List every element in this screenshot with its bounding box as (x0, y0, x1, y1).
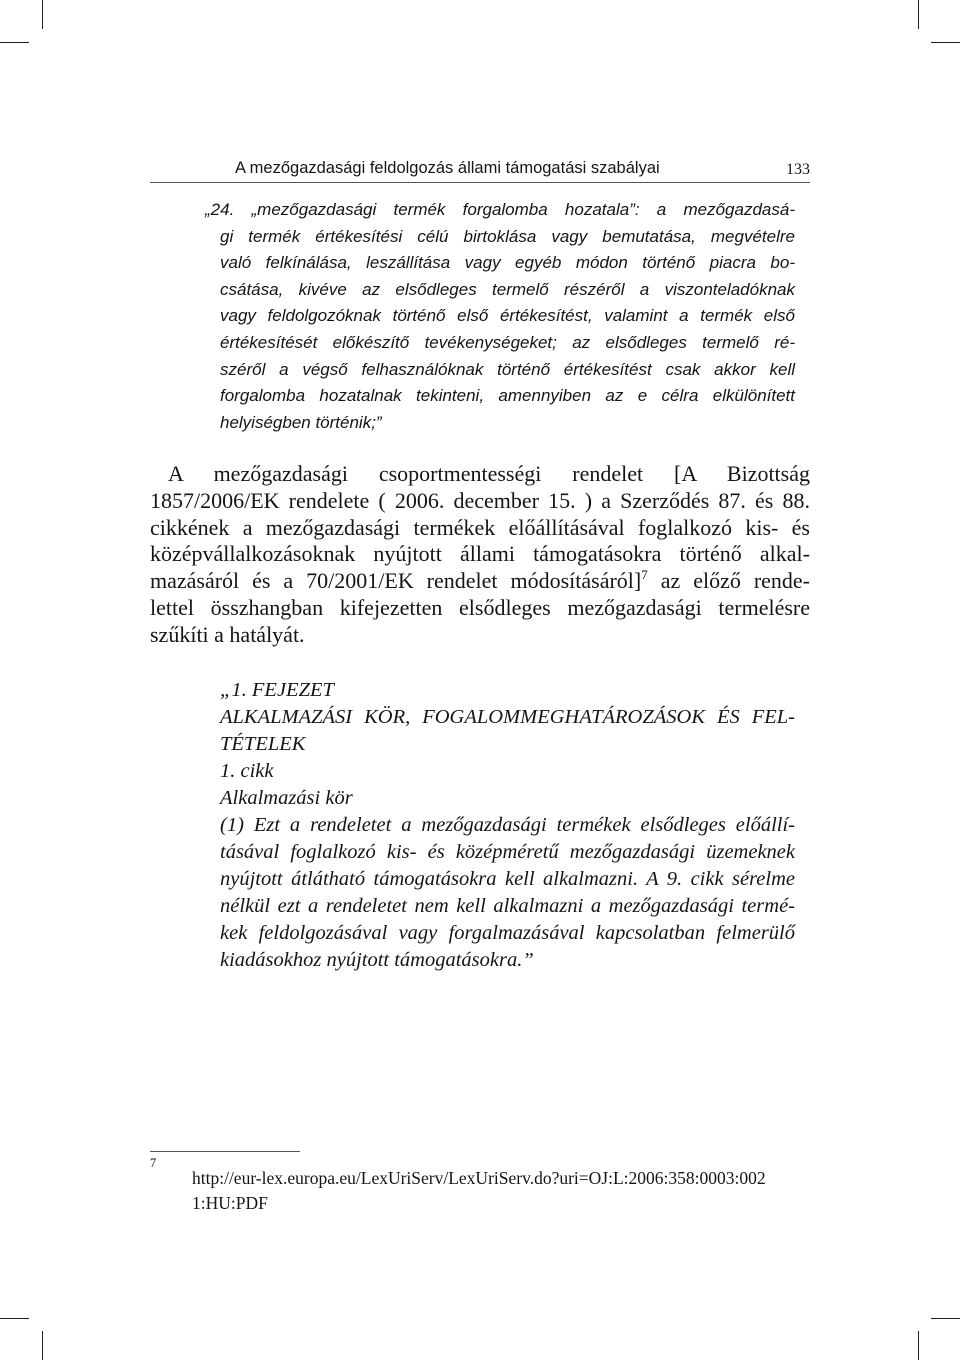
crop-mark-top-right-horizontal (931, 42, 960, 43)
crop-mark-bottom-left-horizontal (0, 1318, 29, 1319)
article-text-line: kiadásokhoz nyújtott támogatásokra.” (220, 949, 534, 971)
paragraph-line-text: mazásáról és a 70/2001/EK rendelet módosításáról] (150, 568, 642, 594)
quote-line: gi termék értékesítési célú birtoklása vagy bemutatása, megvételre (220, 226, 795, 246)
paragraph-line: szűkíti a hatályát. (150, 621, 305, 647)
quote-line: széről a végső felhasználóknak történő értékesítést csak akkor kell (220, 359, 795, 379)
quote-line: forgalomba hozatalnak tekinteni, amennyiben az e célra elkülönített (220, 386, 795, 406)
footnote-line: http://eur-lex.europa.eu/LexUriServ/LexUriServ.do?uri=OJ:L:2006:358:0003:002 (192, 1167, 766, 1188)
header-rule (150, 182, 810, 183)
article-number: 1. cikk (220, 760, 274, 782)
chapter-title-line: TÉTELEK (220, 733, 306, 755)
paragraph-line: A mezőgazdasági csoportmentességi rendelet [A Bizottság (168, 461, 810, 486)
body-paragraph (150, 461, 810, 649)
paragraph-line: cikkének a mezőgazdasági termékek előállításával foglalkozó kis- és (150, 514, 810, 540)
article-text-line: nélkül ezt a rendeletet nem kell alkalmazni a mezőgazdasági termé- (220, 895, 795, 917)
footnote-reference: 7 (641, 567, 648, 583)
article-text-line: tásával foglalkozó kis- és középméretű mezőgazdasági üzemeknek (220, 841, 795, 863)
paragraph-line (150, 568, 810, 595)
footnote-line: 1:HU:PDF (192, 1192, 268, 1213)
paragraph-line-text: az előző rende- (647, 568, 810, 594)
quote-line: vagy feldolgozóknak történő első értékesítést, valamint a termék első (220, 306, 795, 326)
chapter-title-line: ALKALMAZÁSI KÖR, FOGALOMMEGHATÁROZÁSOK ÉS FEL- (220, 706, 795, 728)
chapter-heading: „1. FEJEZET (220, 679, 334, 701)
regulation-excerpt (220, 677, 795, 974)
footnote-number: 7 (150, 1156, 157, 1170)
footnote-text (192, 1166, 766, 1216)
quote-line: helyiségben történik;” (220, 412, 382, 432)
article-text-line: kek feldolgozásával vagy forgalmazásával kapcsolatban felmerülő (220, 922, 795, 944)
paragraph-line: középvállalkozásoknak nyújtott állami támogatásokra történő alkal- (150, 541, 810, 567)
page-number: 133 (786, 161, 810, 178)
article-text-line: nyújtott átlátható támogatásokra kell alkalmazni. A 9. cikk sérelme (220, 868, 795, 890)
crop-mark-bottom-right-horizontal (931, 1318, 960, 1319)
crop-mark-bottom-right-vertical (918, 1331, 919, 1360)
article-text-line: (1) Ezt a rendeletet a mezőgazdasági termékek elsődleges előállí- (220, 814, 795, 836)
crop-mark-top-left-vertical (42, 0, 43, 29)
crop-mark-bottom-left-vertical (42, 1331, 43, 1360)
footnote-rule (150, 1151, 300, 1152)
crop-mark-top-left-horizontal (0, 42, 29, 43)
quoted-definition (205, 197, 795, 436)
paragraph-line: 1857/2006/EK rendelete ( 2006. december 15. ) a Szerződés 87. és 88. (150, 487, 810, 513)
quote-line: „24. „mezőgazdasági termék forgalomba hozatala”: a mezőgazdasá- (205, 200, 795, 219)
paragraph-line: lettel összhangban kifejezetten elsődleges mezőgazdasági termelésre (150, 594, 810, 620)
quote-line: értékesítését előkészítő tevékenységeket; az elsődleges termelő ré- (220, 332, 795, 352)
article-title: Alkalmazási kör (220, 787, 353, 809)
quote-line: való felkínálása, leszállítása vagy egyéb módon történő piacra bo- (220, 253, 795, 273)
crop-mark-top-right-vertical (918, 0, 919, 29)
running-header-title: A mezőgazdasági feldolgozás állami támogatási szabályai (235, 159, 660, 177)
quote-line: csátása, kivéve az elsődleges termelő részéről a viszonteladóknak (220, 279, 795, 299)
